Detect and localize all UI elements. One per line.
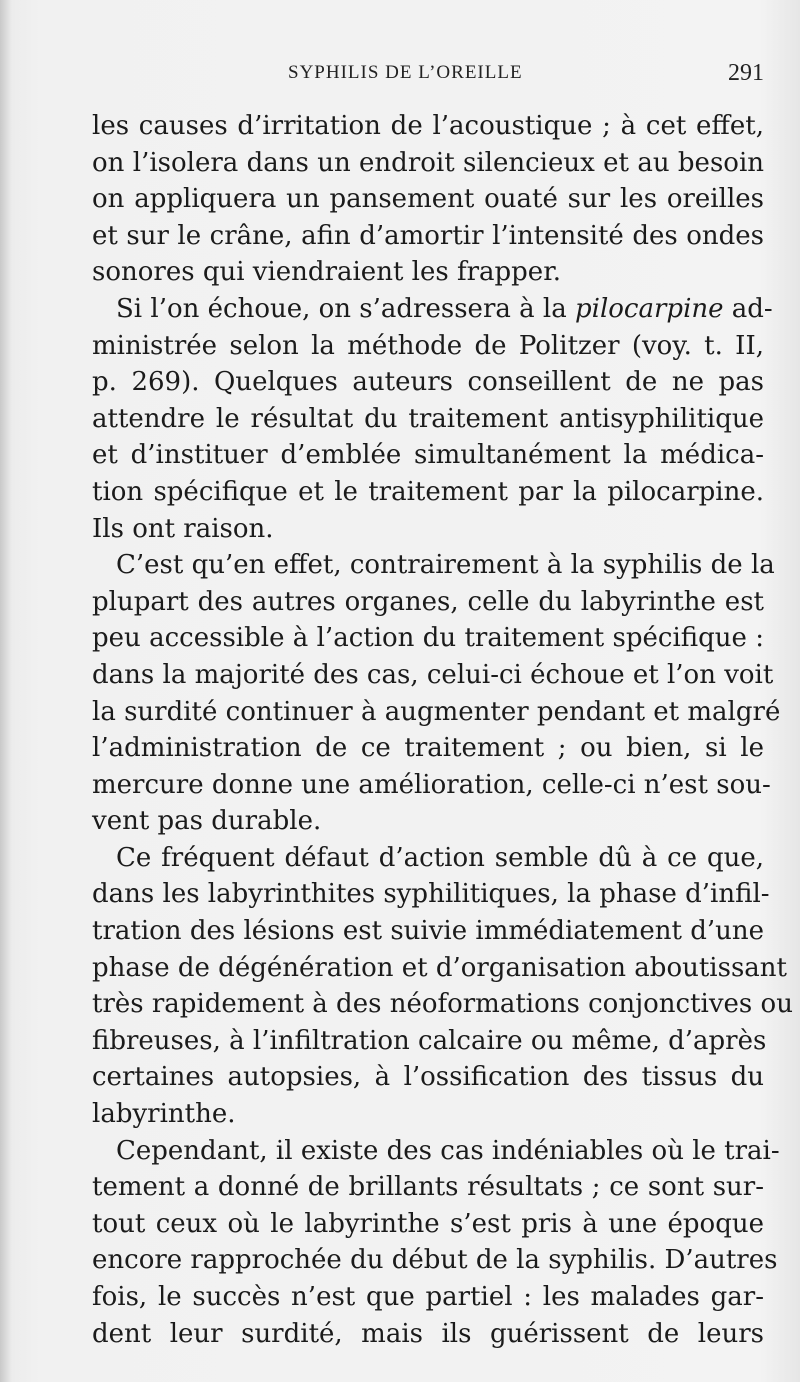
text-line: mercure donne une amélioration, celle-ci n’est sou- [92, 769, 771, 800]
text-line: dent leur surdité, mais ils guérissent de leurs [92, 1318, 764, 1349]
page-header [92, 58, 764, 88]
text-line: tout ceux où le labyrinthe s’est pris à une époque [92, 1208, 764, 1239]
body-text [92, 108, 793, 1352]
text-line: plupart des autres organes, celle du labyrinthe est [92, 586, 764, 617]
text-line: tration des lésions est suivie immédiatement d’une [92, 916, 764, 947]
text-line: ministrée selon la méthode de Politzer (voy. t. II, [92, 330, 764, 361]
text-line: et sur le crâne, afin d’amortir l’intensité des ondes [92, 220, 764, 251]
text-line: attendre le résultat du traitement antisyphilitique [92, 403, 764, 434]
text-line: Ils ont raison. [92, 513, 274, 544]
text-line: la surdité continuer à augmenter pendant et malgré [92, 696, 781, 727]
text-segment: Si l’on échoue, on s’adressera à la [116, 293, 567, 324]
text-line: encore rapprochée du début de la syphilis. D’autres [92, 1245, 778, 1276]
text-line: Ce fréquent défaut d’action semble dû à ce que, [116, 842, 764, 873]
text-line: on appliquera un pansement ouaté sur les oreilles [92, 184, 764, 215]
text-line: fois, le succès n’est que partiel : les malades gar- [92, 1282, 764, 1312]
italic-term: pilocarpine [575, 293, 724, 324]
text-line: très rapidement à des néoformations conjonctives ou [92, 989, 793, 1020]
text-line: on l’isolera dans un endroit silencieux et au besoin [92, 147, 764, 178]
text-line: p. 269). Quelques auteurs conseillent de ne pas [92, 367, 764, 398]
page-number: 291 [728, 60, 764, 86]
text-line: peu accessible à l’action du traitement spécifique : [92, 623, 764, 654]
text-line: C’est qu’en effet, contrairement à la syphilis de la [116, 550, 775, 581]
text-line: fibreuses, à l’infiltration calcaire ou même, d’après [92, 1025, 767, 1056]
text-line: certaines autopsies, à l’ossification des tissus du [92, 1062, 764, 1093]
text-line [92, 291, 773, 328]
text-line: tement a donné de brillants résultats ; ce sont sur- [92, 1172, 764, 1203]
text-line: phase de dégénération et d’organisation aboutissant [92, 952, 787, 983]
text-line: dans les labyrinthites syphilitiques, la phase d’infil- [92, 879, 770, 910]
text-segment: ad- [723, 293, 773, 324]
text-line: les causes d’irritation de l’acoustique ; à cet effet, [92, 111, 764, 141]
text-line: et d’instituer d’emblée simultanément la médica- [92, 440, 764, 471]
running-head: SYPHILIS DE L’OREILLE [288, 62, 523, 83]
text-line: l’administration de ce traitement ; ou bien, si le [92, 733, 764, 764]
text-line: vent pas durable. [92, 806, 322, 837]
text-line: tion spécifique et le traitement par la pilocarpine. [92, 476, 764, 507]
text-line: Cependant, il existe des cas indéniables où le trai- [116, 1135, 780, 1166]
text-line: dans la majorité des cas, celui-ci échoue et l’on voit [92, 659, 774, 690]
text-line: labyrinthe. [92, 1099, 236, 1130]
text-line: sonores qui viendraient les frapper. [92, 257, 562, 288]
